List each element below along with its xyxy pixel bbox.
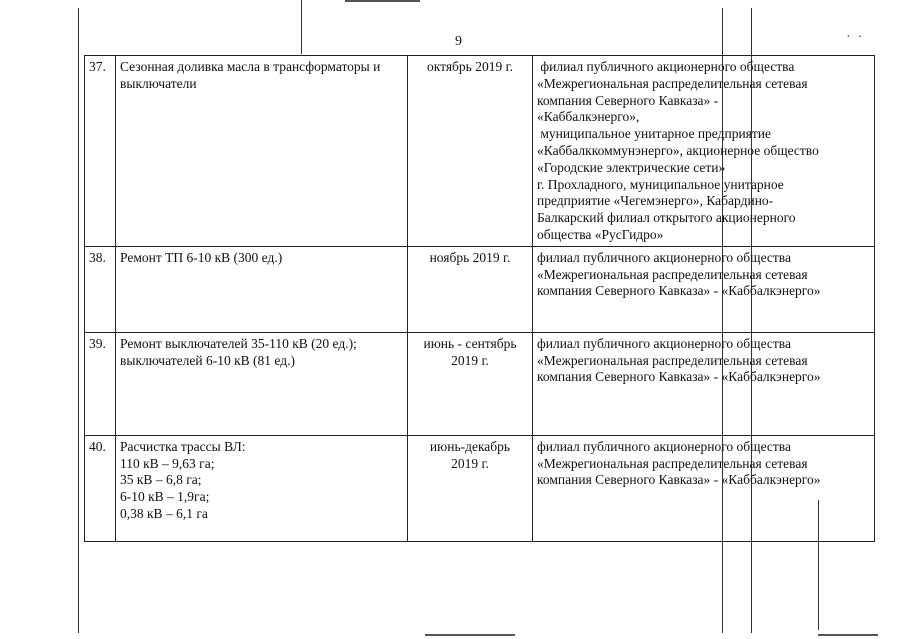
text-line: г. Прохладного, муниципальное унитарное xyxy=(537,176,784,192)
text-line: «Каббалккоммунэнерго», акционерное общество xyxy=(537,142,819,158)
work-period xyxy=(408,56,533,247)
text-line: компания Северного Кавказа» - xyxy=(537,92,719,108)
work-description xyxy=(116,246,408,332)
table-row xyxy=(85,332,875,435)
text-line: 2019 г. xyxy=(451,455,489,471)
text-line: 2019 г. xyxy=(451,352,489,368)
text-line: октябрь 2019 г. xyxy=(427,59,513,74)
text-line: филиал публичного акционерного общества xyxy=(537,59,795,74)
text-line: выключателей 6-10 кВ (81 ед.) xyxy=(120,352,295,368)
table-row xyxy=(85,435,875,541)
scan-artifact-dots: · · xyxy=(846,30,863,45)
work-period xyxy=(408,332,533,435)
schedule-table xyxy=(84,55,875,542)
work-description xyxy=(116,332,408,435)
text-line: «Межрегиональная распределительная сетевая xyxy=(537,266,808,282)
text-line: 0,38 кВ – 6,1 га xyxy=(120,505,208,521)
text-line: муниципальное унитарное предприятие xyxy=(537,126,771,142)
text-line: Сезонная доливка масла в трансформаторы и xyxy=(120,59,381,74)
text-line: июнь-декабрь xyxy=(429,438,511,454)
text-line: июнь - сентябрь xyxy=(423,335,517,351)
text-line: 110 кВ – 9,63 га; xyxy=(120,455,215,471)
row-number: 37. xyxy=(85,56,116,247)
work-period xyxy=(408,435,533,541)
table-row xyxy=(85,56,875,247)
scan-artifact-left-line xyxy=(78,8,79,633)
text-line: филиал публичного акционерного общества xyxy=(537,249,791,265)
text-line: «Каббалкэнерго», xyxy=(537,109,640,125)
text-line: 6-10 кВ – 1,9га; xyxy=(120,489,210,505)
text-line: Ремонт ТП 6-10 кВ (300 ед.) xyxy=(120,249,283,265)
text-line: «Межрегиональная распределительная сетевая xyxy=(537,75,808,91)
responsible-organizations xyxy=(533,332,875,435)
table-row xyxy=(85,246,875,332)
responsible-organizations xyxy=(533,246,875,332)
text-line: 35 кВ – 6,8 га; xyxy=(120,472,202,488)
row-number: 39. xyxy=(85,332,116,435)
responsible-organizations xyxy=(533,56,875,247)
text-line: «Межрегиональная распределительная сетевая xyxy=(537,455,808,471)
work-description xyxy=(116,435,408,541)
text-line: компания Северного Кавказа» - «Каббалкэнерго» xyxy=(537,472,821,488)
text-line: Балкарский филиал открытого акционерного xyxy=(537,210,796,226)
text-line: предприятие «Чегемэнерго», Кабардино- xyxy=(537,193,774,209)
scan-artifact-bottom-dash xyxy=(425,634,515,636)
page-number: 9 xyxy=(455,34,462,49)
text-line: общества «РусГидро» xyxy=(537,226,664,242)
text-line: Ремонт выключателей 35-110 кВ (20 ед.); xyxy=(120,335,357,351)
text-line: «Городские электрические сети» xyxy=(537,159,726,175)
text-line: ноябрь 2019 г. xyxy=(429,249,511,265)
scan-artifact-top-dash xyxy=(345,0,420,2)
responsible-organizations xyxy=(533,435,875,541)
text-line: компания Северного Кавказа» - «Каббалкэнерго» xyxy=(537,369,821,385)
scan-artifact-bottom-dash-2 xyxy=(818,634,878,636)
text-line: компания Северного Кавказа» - «Каббалкэнерго» xyxy=(537,283,821,299)
row-number: 38. xyxy=(85,246,116,332)
text-line: филиал публичного акционерного общества xyxy=(537,438,791,454)
work-period xyxy=(408,246,533,332)
text-line: Расчистка трассы ВЛ: xyxy=(120,438,246,454)
work-description xyxy=(116,56,408,247)
text-line: «Межрегиональная распределительная сетевая xyxy=(537,352,808,368)
scan-artifact-mid-line xyxy=(301,0,302,54)
row-number: 40. xyxy=(85,435,116,541)
text-line: филиал публичного акционерного общества xyxy=(537,335,791,351)
text-line: выключатели xyxy=(120,75,197,91)
